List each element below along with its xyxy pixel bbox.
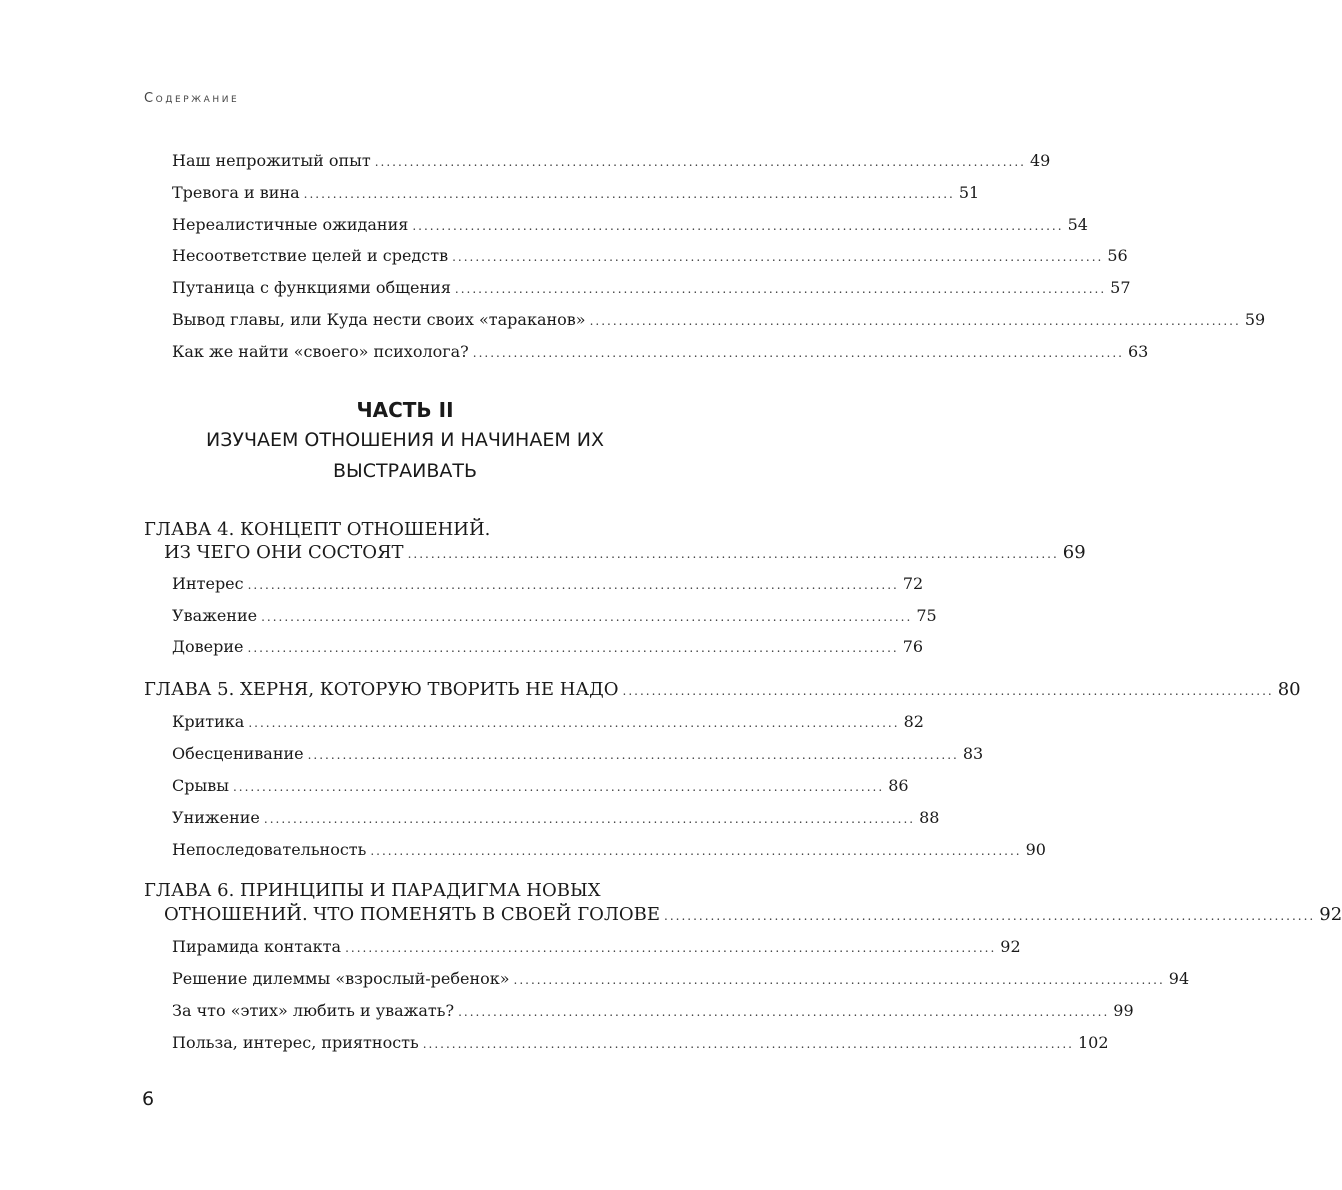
toc-entry-title: Тревога и вина (172, 183, 300, 202)
toc-entry-page: 82 (903, 712, 924, 731)
dot-leader: ................................................................................................................ (412, 219, 1064, 233)
dot-leader: ................................................................................................................ (303, 187, 955, 201)
toc-entry[interactable] (172, 937, 1021, 957)
dot-leader: ................................................................................................................ (263, 812, 916, 826)
toc-entry-title: Решение дилеммы «взрослый-ребенок» (172, 969, 510, 988)
toc-entry-title: Несоответствие целей и средств (172, 246, 449, 265)
toc-entry-page: 94 (1168, 969, 1190, 988)
toc-entry[interactable] (172, 246, 1128, 266)
chapter-5-page: 80 (1277, 679, 1301, 700)
toc-entry[interactable] (172, 151, 1051, 171)
chapter-4-heading-line1[interactable]: ГЛАВА 4. КОНЦЕПТ ОТНОШЕНИЙ. (144, 519, 491, 540)
dot-leader: ................................................................................................................ (374, 155, 1026, 169)
toc-entry-title: Срывы (172, 776, 229, 795)
chapter-5-heading-text: ГЛАВА 5. ХЕРНЯ, КОТОРУЮ ТВОРИТЬ НЕ НАДО (144, 679, 619, 700)
part-subtitle-line2: ВЫСТРАИВАТЬ (332, 460, 477, 482)
dot-leader: ................................................................................................................ (452, 250, 1104, 264)
toc-entry-page: 57 (1110, 278, 1131, 297)
chapter-5-heading[interactable] (144, 679, 1301, 700)
toc-entry[interactable] (172, 183, 980, 203)
toc-entry-title: Унижение (172, 808, 260, 827)
toc-entry[interactable] (172, 1001, 1134, 1021)
part-subtitle-line1: ИЗУЧАЕМ ОТНОШЕНИЯ И НАЧИНАЕМ ИХ (205, 429, 605, 451)
toc-entry[interactable] (172, 808, 940, 828)
running-head: Содержание (144, 91, 240, 106)
toc-entry-title: Критика (172, 712, 245, 731)
toc-entry-title: Путаница с функциями общения (172, 278, 451, 297)
dot-leader: ................................................................................................................ (407, 547, 1059, 561)
toc-entry-page: 102 (1077, 1033, 1109, 1052)
toc-entry[interactable] (172, 744, 984, 764)
toc-entry-page: 54 (1067, 215, 1088, 234)
toc-entry[interactable] (172, 840, 1046, 860)
toc-entry-page: 86 (888, 776, 909, 795)
toc-entry-page: 56 (1107, 246, 1128, 265)
dot-leader: ................................................................................................................ (422, 1037, 1074, 1051)
toc-entry-title: Как же найти «своего» психолога? (172, 342, 469, 361)
toc-entry[interactable] (172, 637, 924, 657)
toc-entry-page: 75 (916, 606, 937, 625)
dot-leader: ................................................................................................................ (458, 1005, 1110, 1019)
toc-entry-page: 99 (1113, 1001, 1134, 1020)
dot-leader: ................................................................................................................ (307, 748, 959, 762)
toc-entry-title: Вывод главы, или Куда нести своих «тараканов» (172, 310, 586, 329)
toc-entry-page: 72 (902, 574, 924, 593)
dot-leader: ................................................................................................................ (345, 941, 997, 955)
toc-entry-title: Обесценивание (172, 744, 304, 763)
chapter-4-heading[interactable] (164, 542, 1086, 563)
chapter-6-heading-line2: ОТНОШЕНИЙ. ЧТО ПОМЕНЯТЬ В СВОЕЙ ГОЛОВЕ (164, 904, 661, 925)
toc-entry-title: Польза, интерес, приятность (172, 1033, 419, 1052)
toc-entry-page: 83 (962, 744, 984, 763)
dot-leader: ................................................................................................................ (232, 780, 885, 794)
dot-leader: ................................................................................................................ (589, 314, 1241, 328)
dot-leader: ................................................................................................................ (664, 909, 1316, 923)
chapter-6-heading[interactable] (164, 904, 1342, 925)
chapter-6-heading-line1[interactable]: ГЛАВА 6. ПРИНЦИПЫ И ПАРАДИГМА НОВЫХ (144, 880, 601, 901)
toc-entry[interactable] (172, 278, 1131, 298)
toc-entry-page: 63 (1127, 342, 1149, 361)
toc-entry-title: Пирамида контакта (172, 937, 342, 956)
toc-entry-title: За что «этих» любить и уважать? (172, 1001, 455, 1020)
toc-entry-page: 51 (958, 183, 980, 202)
dot-leader: ................................................................................................................ (622, 684, 1274, 698)
dot-leader: ................................................................................................................ (261, 610, 913, 624)
toc-entry[interactable] (172, 969, 1190, 989)
chapter-6-page: 92 (1319, 904, 1342, 925)
dot-leader: ................................................................................................................ (247, 578, 899, 592)
toc-entry[interactable] (172, 215, 1088, 235)
chapter-4-heading-line2: ИЗ ЧЕГО ОНИ СОСТОЯТ (164, 542, 404, 563)
dot-leader: ................................................................................................................ (248, 716, 900, 730)
toc-entry-title: Нереалистичные ожидания (172, 215, 409, 234)
toc-entry-title: Наш непрожитый опыт (172, 151, 371, 170)
dot-leader: ................................................................................................................ (370, 844, 1022, 858)
chapter-4-page: 69 (1062, 542, 1086, 563)
toc-entry[interactable] (172, 342, 1149, 362)
part-title: ЧАСТЬ II (356, 398, 454, 422)
toc-entry-title: Уважение (172, 606, 258, 625)
toc-entry-page: 59 (1244, 310, 1266, 329)
toc-entry-page: 92 (1000, 937, 1021, 956)
dot-leader: ................................................................................................................ (454, 282, 1107, 296)
toc-entry[interactable] (172, 1033, 1109, 1053)
toc-entry-page: 88 (919, 808, 940, 827)
toc-entry-title: Интерес (172, 574, 244, 593)
toc-entry-title: Доверие (172, 637, 244, 656)
toc-entry[interactable] (172, 574, 924, 594)
dot-leader: ................................................................................................................ (247, 641, 899, 655)
dot-leader: ................................................................................................................ (513, 973, 1165, 987)
toc-entry[interactable] (172, 776, 909, 796)
toc-entry[interactable] (172, 310, 1266, 330)
toc-entry[interactable] (172, 606, 937, 626)
toc-entry-page: 49 (1029, 151, 1051, 170)
toc-entry[interactable] (172, 712, 924, 732)
toc-entry-title: Непоследовательность (172, 840, 367, 859)
page-number: 6 (142, 1088, 155, 1110)
toc-entry-page: 76 (902, 637, 924, 656)
dot-leader: ................................................................................................................ (472, 346, 1124, 360)
toc-entry-page: 90 (1025, 840, 1046, 859)
